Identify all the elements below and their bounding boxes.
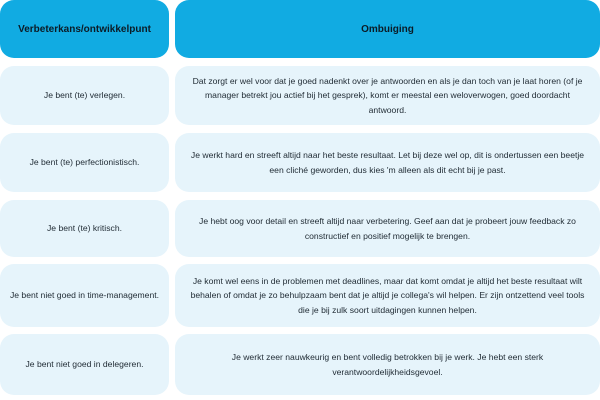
row-2-reframe-cell: [175, 133, 600, 192]
row-1-reframe-cell: [175, 66, 600, 125]
row-5-reframe-text: Je werkt zeer nauwkeurig en bent volledig betrokken bij je werk. Je hebt een sterk verantwoordelijkheidsgevoel.: [231, 352, 544, 377]
header-label-improvement-point: Verbeterkans/ontwikkelpunt: [18, 23, 151, 35]
row-2-reframe-text: Je werkt hard en streeft altijd naar het beste resultaat. Let bij deze wel op, dit is ondertussen een beetje een cliché geworden, dus kies 'm alleen als dit echt bij je past.: [190, 150, 585, 175]
header-cell-reframe: [175, 0, 600, 58]
row-4-point-cell: [0, 264, 169, 327]
row-3-reframe-cell: [175, 200, 600, 257]
row-2-point-cell: [0, 133, 169, 192]
row-4-reframe-text: Je komt wel eens in de problemen met deadlines, maar dat komt omdat je altijd het beste resultaat wilt behalen of omdat je zo behulpzaam bent dat je altijd je collega's wil helpen. Er zijn ontzettend veel tools die je bij zulk soort uitdagingen kunnen helpen.: [190, 275, 585, 315]
row-1-point-cell: [0, 66, 169, 125]
row-4-reframe-cell: [175, 264, 600, 327]
row-2-point-text: Je bent (te) perfectionistisch.: [29, 157, 140, 168]
row-5-point-cell: [0, 334, 169, 395]
row-3-reframe-text: Je hebt oog voor detail en streeft altijd naar verbetering. Geef aan dat je probeert jouw feedback zo constructief en positief mogelijk te brengen.: [199, 216, 576, 241]
header-cell-improvement-point: [0, 0, 169, 58]
row-5-reframe-cell: [175, 334, 600, 395]
header-label-reframe: Ombuiging: [361, 23, 414, 35]
row-3-point-text: Je bent (te) kritisch.: [47, 223, 122, 234]
row-5-point-text: Je bent niet goed in delegeren.: [25, 359, 144, 370]
row-1-reframe-text: Dat zorgt er wel voor dat je goed nadenkt over je antwoorden en als je dan toch van je laat horen (of je manager betrekt jou actief bij het gesprek), komt er meestal een weloverwogen, goed doordacht antwoord.: [192, 75, 583, 115]
row-1-point-text: Je bent (te) verlegen.: [43, 90, 126, 101]
row-3-point-cell: [0, 200, 169, 257]
row-4-point-text: Je bent niet goed in time-management.: [9, 290, 160, 301]
